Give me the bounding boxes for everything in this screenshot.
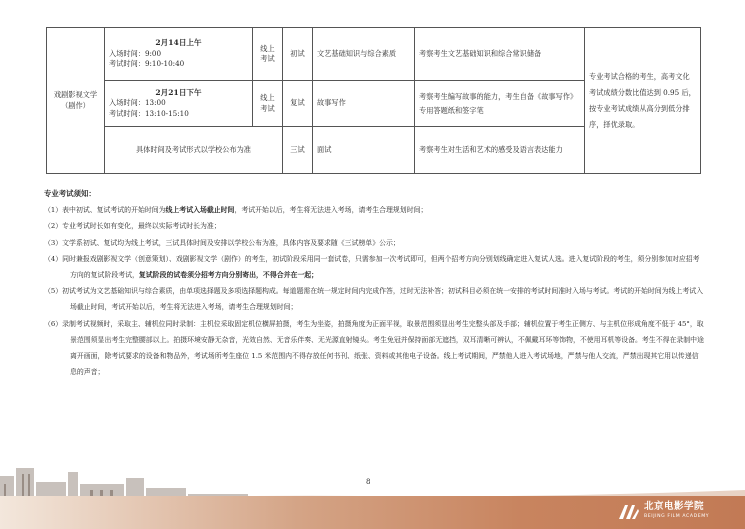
exam-mode: 线上 考试 xyxy=(260,93,275,113)
mode-cell xyxy=(253,81,283,127)
logo-chinese-name: 北京电影学院 xyxy=(644,501,705,512)
subject-cell: 故事写作 xyxy=(313,81,415,127)
exam-time: 考试时间：13:10-15:10 xyxy=(109,108,189,118)
time-note-cell: 具体时间及考试形式以学校公布为准 xyxy=(105,127,283,174)
exam-notes xyxy=(44,186,704,380)
major-cell xyxy=(47,28,105,174)
admission-rule-cell xyxy=(585,28,701,174)
note-item: （6）录制考试视频时，采取主、辅机位同时录制：主机位采取固定机位横屏拍摄，考生为坐姿，拍摄角度为正面平视，取景范围须显出考生完整头部及手部；辅机位置于考生正侧方、与主机位形成角度不低于 45°，取景范围须显出考生完整腰部以上。拍摄环境安静无杂音，光效自然、无音乐伴奏、无光源直射镜头。考生免冠并保持面部无遮挡，双耳清晰可辨认，不佩戴耳环等饰物，不使用耳机等设备。考生不得在录制中途离开画面，除考试要求的设备和物品外，考试场所考生座位 1.5 米范围内不得存放任何书刊、纸张、资料或其他电子设备。线上考试期间，严禁他人进入考试场地，严禁与他人交流，严禁出现其它用以传递信息的声音； xyxy=(44,319,704,377)
major-name: 戏剧影视文学 （剧作） xyxy=(53,90,98,110)
content-cell: 考察考生对生活和艺术的感受及语言表达能力 xyxy=(415,127,585,174)
note-item: （5）初试考试为文艺基础知识与综合素质，由单项选择题及多项选择题构成。每道题需在统一规定时间内完成作答，过时无法补答；初试科目必须在统一安排的考试时间准时入场与考试。考试的开始时间为线上考试入场截止时间，考试开始以后，考生将无法进入考场，请考生合理规划时间； xyxy=(44,287,703,312)
time-cell xyxy=(105,28,253,81)
page-number: 8 xyxy=(366,478,371,486)
note-text: ，考试开始以后，考生将无法进入考场，请考生合理规划时间； xyxy=(234,206,428,215)
admission-rule: 专业考试合格的考生，高考文化考试成绩分数比值达到 0.95 后，按专业考试成绩从高分到低分排序，择优录取。 xyxy=(589,71,696,129)
film-academy-logo-icon xyxy=(618,503,640,521)
note-text: （4）同时兼报戏剧影视文学（创意策划）、戏剧影视文学（剧作）的考生，初试阶段采用同一套试卷，只需参加一次考试即可，但两个招考方向分别划线确定进入复试人选。进入复试阶段的考生，须分别参加对应招考方向的复试阶段考试， xyxy=(44,254,700,280)
round-cell: 复试 xyxy=(283,81,313,127)
logo-english-name: BEIJING FILM ACADEMY xyxy=(644,514,710,519)
entry-time: 入场时间：13:00 xyxy=(109,98,166,108)
note-emphasis: 线上考试入场截止时间 xyxy=(165,206,235,215)
subject-cell: 面试 xyxy=(313,127,415,174)
exam-date: 2月14日上午 xyxy=(155,38,202,48)
exam-time: 考试时间：9:10-10:40 xyxy=(109,59,185,69)
round-cell: 初试 xyxy=(283,28,313,81)
note-text: （1）表中初试、复试考试的开始时间为 xyxy=(44,206,166,215)
exam-mode: 线上 考试 xyxy=(260,43,275,63)
exam-schedule-table xyxy=(46,27,701,174)
note-item xyxy=(44,202,704,218)
note-item: （2）专业考试时长如有变化，最终以实际考试时长为准； xyxy=(44,222,221,231)
content-cell: 考察考生编写故事的能力，考生自备《故事写作》专用答题纸和签字笔 xyxy=(415,81,585,127)
entry-time: 入场时间：9:00 xyxy=(109,48,162,58)
time-cell xyxy=(105,81,253,127)
round-cell: 三试 xyxy=(283,127,313,174)
content-cell: 考察考生文艺基础知识和综合常识储备 xyxy=(415,28,585,81)
mode-cell xyxy=(253,28,283,81)
note-item xyxy=(44,251,704,283)
note-emphasis: 复试阶段的试卷须分招考方向分别寄出，不得合并在一起； xyxy=(138,271,319,280)
academy-logo xyxy=(618,500,709,524)
notes-heading: 专业考试须知： xyxy=(44,189,96,198)
table-row xyxy=(47,28,701,81)
exam-date: 2月21日下午 xyxy=(155,87,202,97)
note-item: （3）文学系初试、复试均为线上考试，三试具体时间及安排以学校公布为准，具体内容及要求随《三试榜单》公示； xyxy=(44,238,400,247)
subject-cell: 文艺基础知识与综合素质 xyxy=(313,28,415,81)
